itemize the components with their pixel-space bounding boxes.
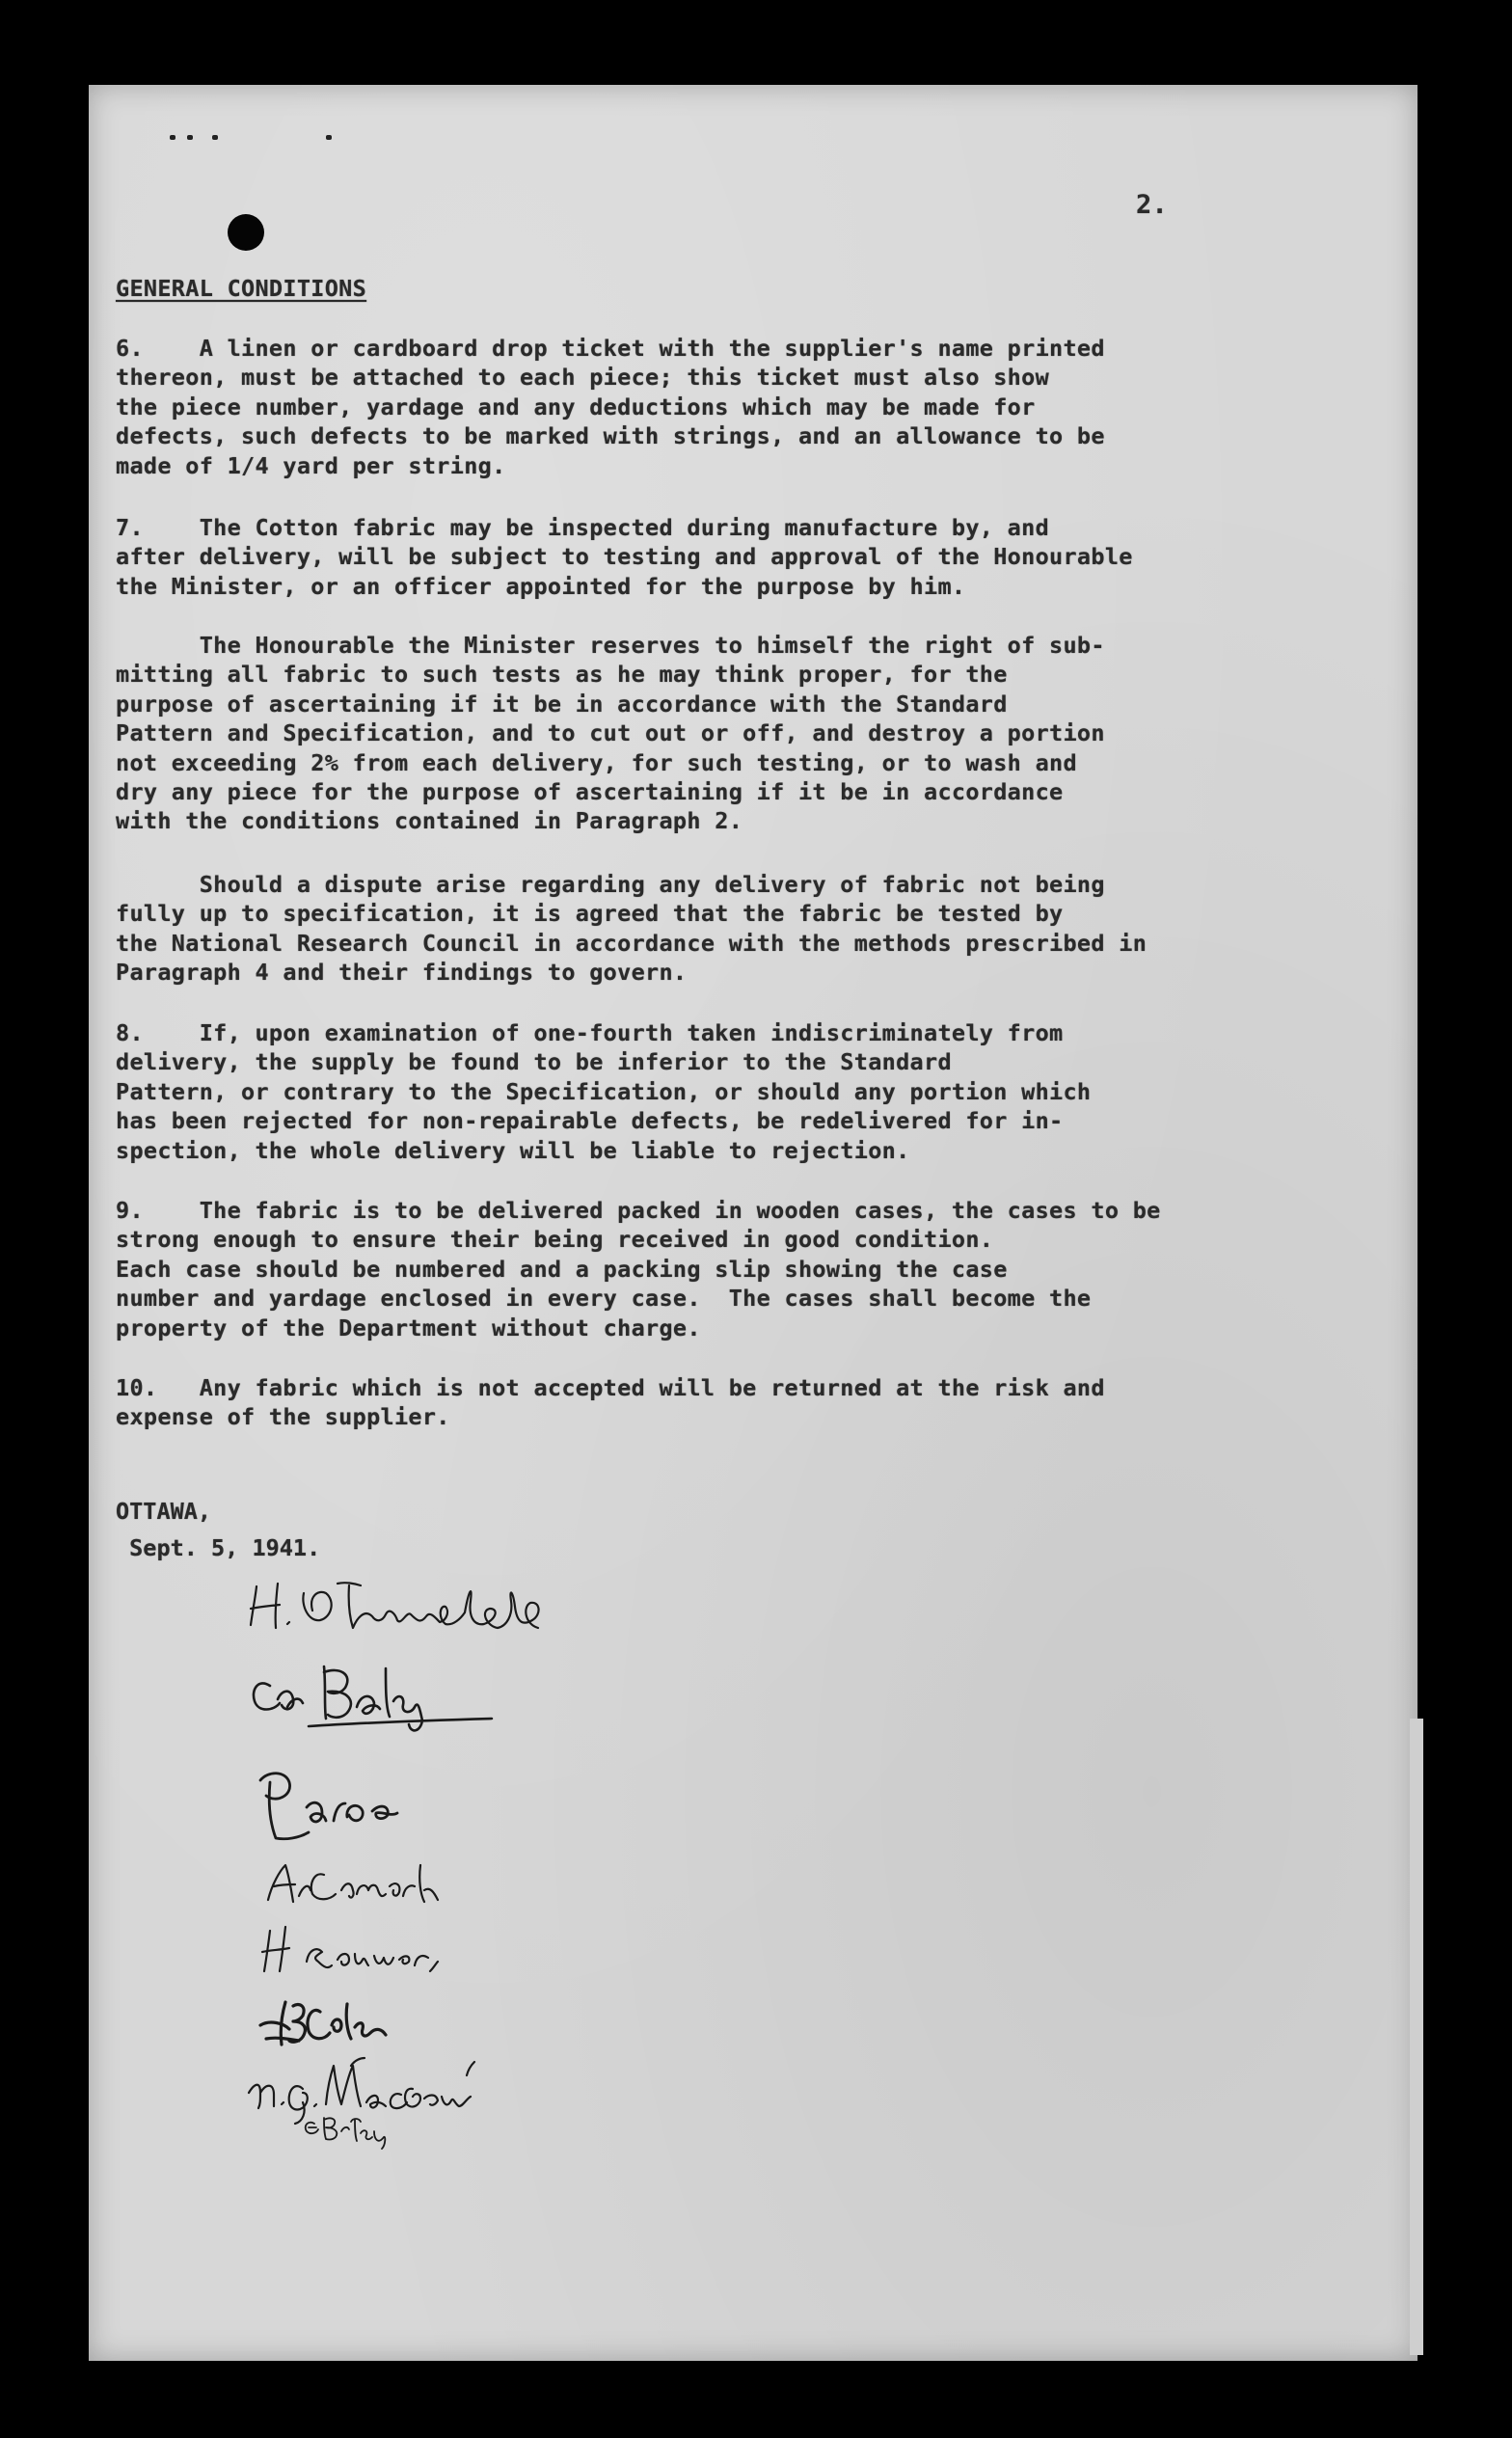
paragraph-6: [116, 334, 1105, 480]
punch-hole: [228, 214, 264, 251]
place: OTTAWA,: [116, 1498, 212, 1525]
text-line: after delivery, will be subject to testing and approval of the Honourable: [116, 543, 1133, 571]
text-line: 8. If, upon examination of one-fourth taken indiscriminately from: [116, 1019, 1064, 1046]
signature-7: [249, 2058, 474, 2124]
text-line: 6. A linen or cardboard drop ticket with the supplier's name printed: [116, 335, 1105, 362]
paragraph-7-dispute: [116, 870, 1147, 988]
text-line: Pattern, or contrary to the Specification, or should any portion which: [116, 1077, 1092, 1105]
date: Sept. 5, 1941.: [116, 1534, 321, 1561]
text-line: The Honourable the Minister reserves to himself the right of sub-: [116, 632, 1105, 659]
scan-specks: [170, 135, 343, 145]
text-line: Each case should be numbered and a packing slip showing the case: [116, 1255, 1008, 1283]
signature-1: [251, 1583, 539, 1628]
signature-3: [260, 1774, 397, 1839]
signatures-svg: [231, 1572, 752, 2151]
text-line: not exceeding 2% from each delivery, for such testing, or to wash and: [116, 748, 1077, 776]
text-line: property of the Department without charge.: [116, 1314, 701, 1341]
text-line: thereon, must be attached to each piece; this ticket must also show: [116, 364, 1050, 392]
place-and-date: [116, 1493, 320, 1566]
signature-block: [231, 1572, 752, 2151]
text-line: 9. The fabric is to be delivered packed in wooden cases, the cases to be: [116, 1197, 1161, 1224]
signature-8: [306, 2118, 386, 2149]
paragraph-9: [116, 1196, 1161, 1342]
signature-6: [260, 2002, 386, 2045]
text-line: the National Research Council in accordance with the methods prescribed in: [116, 929, 1148, 957]
text-line: mitting all fabric to such tests as he may think proper, for the: [116, 661, 1008, 689]
text-line: spection, the whole delivery will be liable to rejection.: [116, 1136, 910, 1164]
paragraph-7-testing: [116, 631, 1105, 836]
text-line: expense of the supplier.: [116, 1403, 450, 1431]
text-line: 10. Any fabric which is not accepted will be returned at the risk and: [116, 1374, 1105, 1401]
text-line: dry any piece for the purpose of ascertaining if it be in accordance: [116, 778, 1064, 806]
page-edge: [1410, 1719, 1423, 2355]
text-line: defects, such defects to be marked with strings, and an allowance to be: [116, 422, 1105, 450]
text-line: the piece number, yardage and any deductions which may be made for: [116, 393, 1036, 420]
text-line: Paragraph 4 and their findings to govern.: [116, 959, 688, 987]
text-line: Should a dispute arise regarding any delivery of fabric not being: [116, 871, 1105, 898]
signature-5: [262, 1927, 438, 1971]
text-line: Pattern and Specification, and to cut out or off, and destroy a portion: [116, 719, 1105, 747]
text-line: delivery, the supply be found to be inferior to the Standard: [116, 1048, 952, 1076]
paragraph-7: [116, 513, 1133, 601]
paragraph-8: [116, 1018, 1091, 1165]
text-line: 7. The Cotton fabric may be inspected during manufacture by, and: [116, 514, 1050, 541]
text-line: fully up to specification, it is agreed that the fabric be tested by: [116, 900, 1064, 928]
text-line: made of 1/4 yard per string.: [116, 451, 506, 479]
paragraph-10: [116, 1373, 1105, 1432]
signature-4: [268, 1865, 438, 1902]
signature-2: [254, 1666, 492, 1730]
text-line: number and yardage enclosed in every case. The cases shall become the: [116, 1285, 1092, 1313]
text-line: the Minister, or an officer appointed for the purpose by him.: [116, 572, 966, 600]
page-number: 2.: [1136, 190, 1169, 220]
section-heading: GENERAL CONDITIONS: [116, 275, 367, 302]
text-line: has been rejected for non-repairable defects, be redelivered for in-: [116, 1107, 1064, 1135]
text-line: strong enough to ensure their being received in good condition.: [116, 1226, 994, 1254]
text-line: purpose of ascertaining if it be in accordance with the Standard: [116, 690, 1008, 718]
text-line: with the conditions contained in Paragraph 2.: [116, 807, 743, 835]
